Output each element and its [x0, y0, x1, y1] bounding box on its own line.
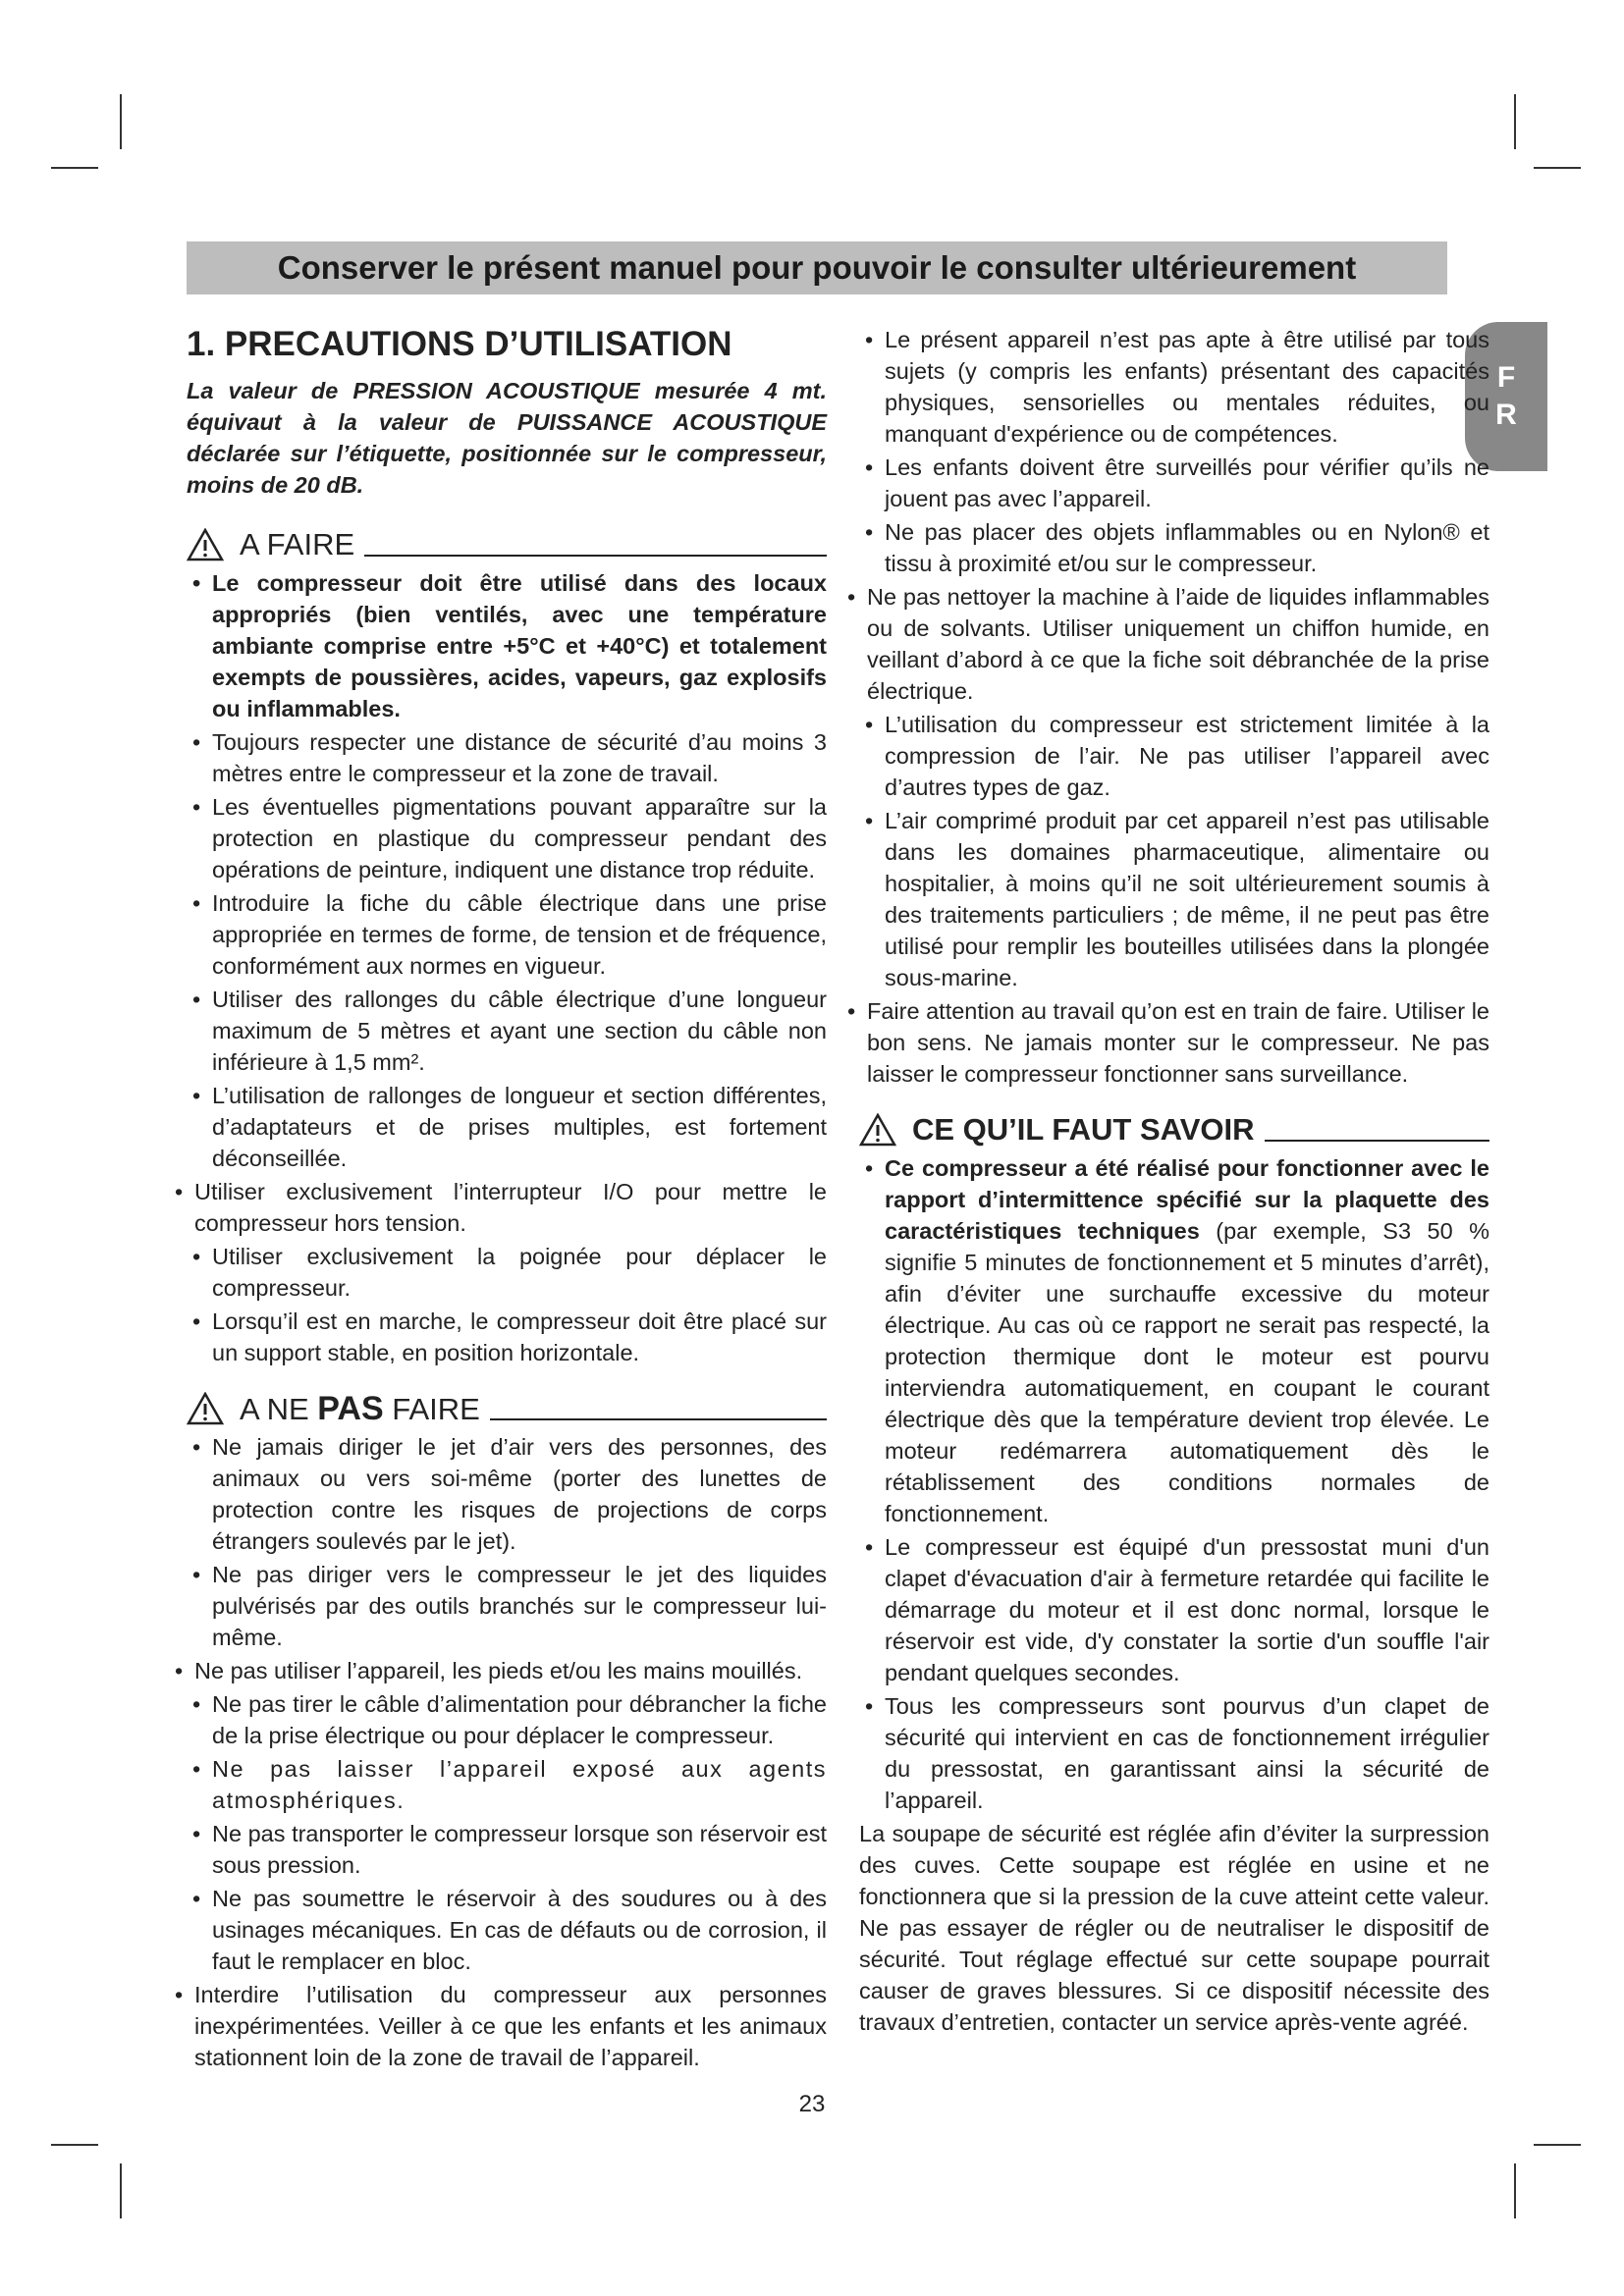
crop-mark	[120, 2163, 122, 2218]
tab-letter: R	[1495, 399, 1517, 431]
warning-icon	[187, 528, 224, 561]
crop-mark	[1514, 2163, 1516, 2218]
list-item: • Ne pas transporter le compresseur lorsque son réservoir est sous pression.	[192, 1821, 827, 1878]
list-item: • Ne pas soumettre le réservoir à des soudures ou à des usinages mécaniques. En cas de défauts ou de corrosion, il faut le remplacer en bloc.	[192, 1886, 827, 1974]
list-item: • Le présent appareil n’est pas apte à être utilisé par tous sujets (y compris les enfants) présentant des capacités physiques, sensorielles ou mentales réduites, ou manquant d'expérience ou de compétences.	[865, 327, 1489, 447]
heading-rule	[1265, 1118, 1490, 1142]
tab-letter: F	[1496, 361, 1516, 394]
list-item: • Toujours respecter une distance de sécurité d’au moins 3 mètres entre le compresseur et la zone de travail.	[192, 729, 827, 786]
savoir-title: CE QU’IL FAUT SAVOIR	[912, 1112, 1255, 1147]
savoir-heading	[859, 1113, 1489, 1147]
heading-rule	[490, 1397, 827, 1420]
section-title: 1. PRECAUTIONS D’UTILISATION	[187, 325, 732, 363]
list-item: • Les éventuelles pigmentations pouvant apparaître sur la protection en plastique du compresseur pendant des opérations de peinture, indiquent une distance trop réduite.	[192, 794, 827, 882]
list-item: • Utiliser des rallonges du câble électrique d’une longueur maximum de 5 mètres et ayant une section du câble non inférieure à 1,5 mm².	[192, 987, 827, 1075]
crop-mark	[1514, 94, 1516, 149]
intro-paragraph: La valeur de PRESSION ACOUSTIQUE mesurée 4 mt. équivaut à la valeur de PUISSANCE ACOUSTIQUE déclarée sur l’étiquette, positionnée sur le compresseur, moins de 20 dB.	[187, 378, 827, 498]
anepasfaire-heading	[187, 1389, 827, 1427]
list-item: • Lorsqu’il est en marche, le compresseur doit être placé sur un support stable, en position horizontale.	[192, 1308, 827, 1365]
list-item: • Ne pas tirer le câble d’alimentation pour débrancher la fiche de la prise électrique ou pour déplacer le compresseur.	[192, 1691, 827, 1748]
header-banner	[187, 241, 1447, 294]
list-item: • Faire attention au travail qu’on est en train de faire. Utiliser le bon sens. Ne jamais monter sur le compresseur. Ne pas laisser le compresseur fonctionner sans surveillance.	[847, 998, 1489, 1087]
list-item: • Les enfants doivent être surveillés pour vérifier qu’ils ne jouent pas avec l’appareil.	[865, 454, 1489, 511]
paragraph: La soupape de sécurité est réglée afin d’éviter la surpression des cuves. Cette soupape est réglée en usine et ne fonctionnera que si la pression de la cuve atteint cette valeur. Ne pas essayer de régler ou de neutraliser le dispositif de sécurité. Tout réglage effectué sur cette soupape pourrait causer de graves blessures. Si ce dispositif nécessite des travaux d’entretien, contacter un service après-vente agréé.	[859, 1821, 1489, 2035]
list-item: • Ne jamais diriger le jet d’air vers des personnes, des animaux ou vers soi-même (porter des lunettes de protection contre les risques de projections de corps étrangers soulevés par le jet).	[192, 1434, 827, 1554]
list-item: • L’utilisation de rallonges de longueur et section différentes, d’adaptateurs et de prises multiples, est fortement déconseillée.	[192, 1083, 827, 1171]
list-item: • Tous les compresseurs sont pourvus d’un clapet de sécurité qui intervient en cas de fonctionnement irrégulier du pressostat, en garantissant ainsi la sécurité de l’appareil.	[865, 1693, 1489, 1813]
crop-mark	[51, 2144, 98, 2146]
right-column	[847, 324, 1489, 2040]
list-item: • Le compresseur doit être utilisé dans des locaux appropriés (bien ventilés, avec une température ambiante comprise entre +5°C et +40°C) et totalement exempts de poussières, acides, vapeurs, gaz explosifs ou inflammables.	[192, 570, 827, 721]
list-item: • Introduire la fiche du câble électrique dans une prise appropriée en termes de forme, de tension et de fréquence, conformément aux normes en vigueur.	[192, 890, 827, 979]
page-number: 23	[798, 2091, 826, 2117]
warning-icon	[187, 1392, 224, 1425]
crop-mark	[120, 94, 122, 149]
list-item: • Ne pas diriger vers le compresseur le jet des liquides pulvérisés par des outils branchés sur le compresseur lui-même.	[192, 1562, 827, 1650]
list-item: • Ne pas nettoyer la machine à l’aide de liquides inflammables ou de solvants. Utiliser uniquement un chiffon humide, en veillant d’abord à ce que la fiche soit débranchée de la prise électrique.	[847, 584, 1489, 704]
list-item: • Utiliser exclusivement l’interrupteur I/O pour mettre le compresseur hors tension.	[175, 1179, 827, 1236]
list-item: • L’air comprimé produit par cet appareil n’est pas utilisable dans les domaines pharmaceutique, alimentaire ou hospitalier, à moins qu’il ne soit ultérieurement soumis à des traitements particuliers ; de même, il ne peut pas être utilisé pour remplir les bouteilles utilisées dans la plongée sous-marine.	[865, 808, 1489, 990]
list-item: • L’utilisation du compresseur est strictement limitée à la compression de l’air. Ne pas utiliser l’appareil avec d’autres types de gaz.	[865, 712, 1489, 800]
list-item: • Interdire l’utilisation du compresseur aux personnes inexpérimentées. Veiller à ce que les enfants et les animaux stationnent loin de la zone de travail de l’appareil.	[175, 1982, 827, 2070]
crop-mark	[51, 167, 98, 169]
list-item: • Ce compresseur a été réalisé pour fonctionner avec le rapport d’intermittence spécifié sur la plaquette des caractéristiques techniques (par exemple, S3 50 % signifie 5 minutes de fonctionnement et 5 minutes d’arrêt), afin d’éviter une surchauffe excessive du moteur électrique. Au cas où ce rapport ne serait pas respecté, la protection thermique dont le moteur est pourvu interviendra automatiquement, en coupant le courant électrique dès que la température devient trop élevée. Le moteur redémarrera automatiquement dès le rétablissement des conditions normales de fonctionnement.	[865, 1155, 1489, 1526]
warning-icon	[859, 1113, 896, 1147]
anepasfaire-title: A NE PAS FAIRE	[240, 1389, 480, 1427]
heading-rule	[364, 533, 827, 557]
list-item: • Utiliser exclusivement la poignée pour déplacer le compresseur.	[192, 1244, 827, 1301]
list-item: • Le compresseur est équipé d'un pressostat muni d'un clapet d'évacuation d'air à fermeture retardée qui facilite le démarrage du moteur et il est donc normal, lorsque le réservoir est vide, d'y constater la sortie d'un souffle l'air pendant quelques secondes.	[865, 1534, 1489, 1685]
afaire-title: A FAIRE	[240, 527, 355, 561]
header-title: Conserver le présent manuel pour pouvoir le consulter ultérieurement	[277, 249, 1357, 286]
crop-mark	[1534, 167, 1581, 169]
list-item: • Ne pas utiliser l’appareil, les pieds et/ou les mains mouillés.	[175, 1658, 803, 1683]
left-column	[175, 324, 827, 2075]
crop-mark	[1534, 2144, 1581, 2146]
list-item: • Ne pas placer des objets inflammables ou en Nylon® et tissu à proximité et/ou sur le compresseur.	[865, 519, 1489, 576]
list-item: • Ne pas laisser l’appareil exposé aux agents atmosphériques.	[192, 1756, 827, 1813]
afaire-heading	[187, 528, 827, 561]
